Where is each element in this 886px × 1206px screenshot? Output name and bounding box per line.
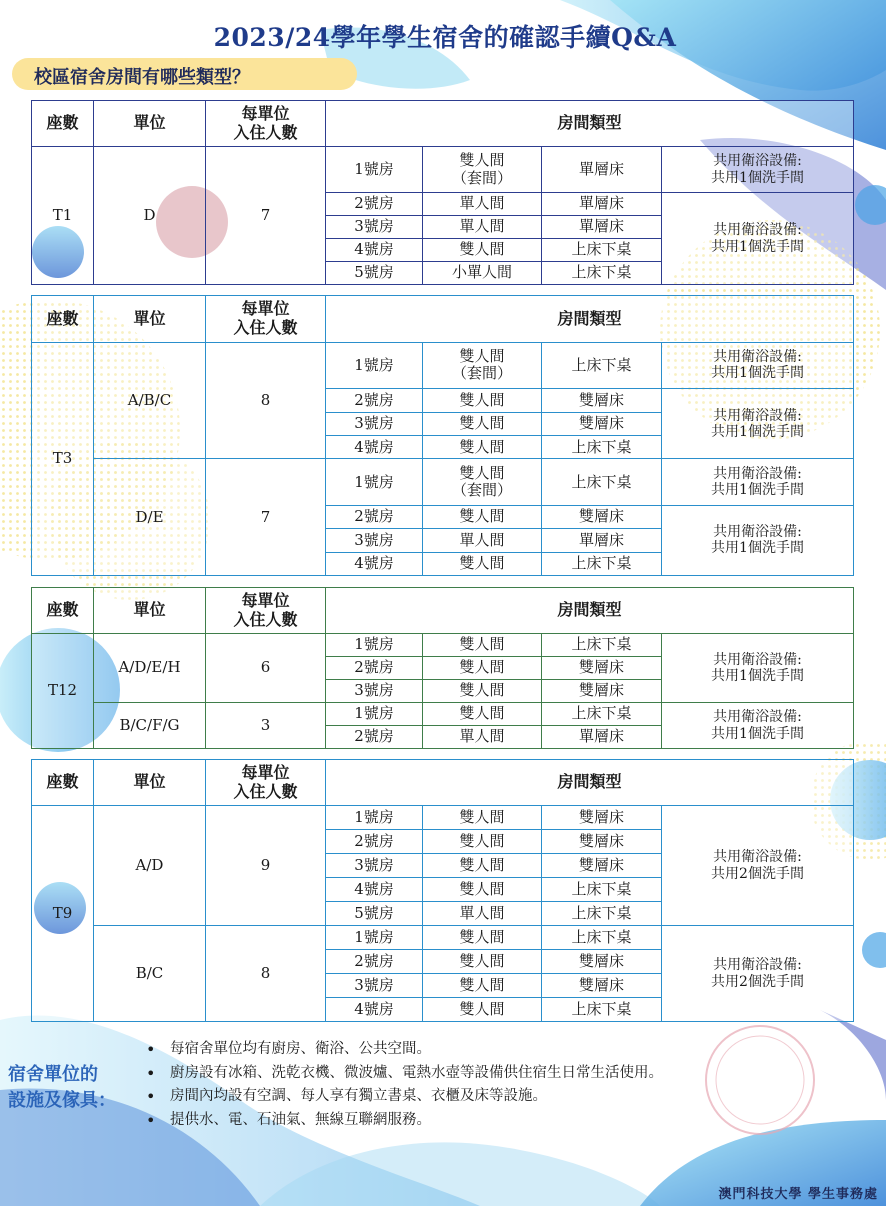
room-number: 3號房 [326, 412, 423, 435]
occupants-count: 7 [206, 147, 326, 285]
room-type: 雙人間 [423, 680, 542, 703]
room-number: 1號房 [326, 806, 423, 830]
room-type [423, 147, 542, 193]
table-t1 [31, 100, 854, 285]
bed-type: 上床下桌 [542, 552, 662, 575]
room-type: 雙人間 [423, 998, 542, 1022]
page-title: 2023/24學年學生宿舍的確認手續Q&A [213, 23, 677, 52]
header-occupants [206, 588, 326, 634]
bathroom-info-text: 共用衛浴設備: 共用1個洗手間 [711, 709, 804, 742]
bathroom-info [662, 505, 854, 575]
bed-type: 單層床 [542, 726, 662, 749]
bathroom-info-text: 共用衛浴設備: 共用1個洗手間 [711, 651, 804, 684]
unit-name: A/B/C [94, 342, 206, 459]
room-type: 雙人間 [423, 435, 542, 458]
header-unit: 單位 [94, 296, 206, 343]
room-type: 單人間 [423, 216, 542, 239]
table-t12 [31, 587, 854, 749]
bathroom-info-text: 共用衛浴設備: 共用1個洗手間 [711, 153, 804, 186]
question-text: 校區宿舍房間有哪些類型？ [34, 67, 250, 88]
header-occupants [206, 760, 326, 806]
room-type: 雙人間 [423, 703, 542, 726]
bed-type: 上床下桌 [542, 998, 662, 1022]
room-number: 3號房 [326, 216, 423, 239]
header-unit: 單位 [94, 588, 206, 634]
room-type: 雙人間 [423, 878, 542, 902]
room-number: 4號房 [326, 239, 423, 262]
room-type [423, 342, 542, 389]
room-number: 1號房 [326, 703, 423, 726]
occupants-count: 8 [206, 926, 326, 1022]
header-room-type: 房間類型 [326, 101, 854, 147]
room-type [423, 459, 542, 506]
room-number: 2號房 [326, 950, 423, 974]
room-number: 3號房 [326, 974, 423, 998]
bathroom-info [662, 342, 854, 389]
header-occupants [206, 101, 326, 147]
bed-type: 單層床 [542, 147, 662, 193]
bathroom-info [662, 634, 854, 703]
room-type: 雙人間 [423, 505, 542, 528]
header-block: 座數 [32, 101, 94, 147]
room-type: 雙人間 [423, 412, 542, 435]
room-type: 雙人間 [423, 552, 542, 575]
header-unit: 單位 [94, 760, 206, 806]
room-type: 雙人間 [423, 854, 542, 878]
unit-name: D/E [94, 459, 206, 576]
room-number: 2號房 [326, 193, 423, 216]
unit-name: B/C/F/G [94, 703, 206, 749]
footer-office: 澳門科技大學 學生事務處 [718, 1187, 878, 1202]
bed-type: 雙層床 [542, 830, 662, 854]
room-number: 1號房 [326, 926, 423, 950]
bathroom-info [662, 389, 854, 459]
bed-type: 單層床 [542, 529, 662, 552]
occupants-count: 7 [206, 459, 326, 576]
room-number: 2號房 [326, 830, 423, 854]
bed-type: 雙層床 [542, 854, 662, 878]
header-occupants [206, 296, 326, 343]
header-occupants-text: 每單位 入住人數 [233, 591, 298, 629]
list-item: • 房間內均設有空調、每人享有獨立書桌、衣櫃及床等設施。 [140, 1085, 840, 1109]
bathroom-info [662, 806, 854, 926]
bed-type: 單層床 [542, 216, 662, 239]
bed-type: 上床下桌 [542, 435, 662, 458]
table-t9 [31, 759, 854, 1022]
room-number: 2號房 [326, 657, 423, 680]
bathroom-info [662, 147, 854, 193]
list-item: • 每宿舍單位均有廚房、衛浴、公共空間。 [140, 1038, 840, 1062]
room-number: 1號房 [326, 459, 423, 506]
room-type-text: 雙人間 （套間） [451, 347, 512, 383]
room-type: 雙人間 [423, 239, 542, 262]
occupants-count: 6 [206, 634, 326, 703]
occupants-count: 8 [206, 342, 326, 459]
room-number: 2號房 [326, 726, 423, 749]
room-type: 雙人間 [423, 950, 542, 974]
room-number: 4號房 [326, 998, 423, 1022]
unit-name: A/D [94, 806, 206, 926]
header-block: 座數 [32, 760, 94, 806]
block-name: T1 [32, 147, 94, 285]
bathroom-info [662, 926, 854, 1022]
header-room-type: 房間類型 [326, 588, 854, 634]
table-t3 [31, 295, 854, 576]
bathroom-info-text: 共用衛浴設備: 共用2個洗手間 [711, 957, 804, 990]
room-type: 雙人間 [423, 806, 542, 830]
bed-type: 上床下桌 [542, 239, 662, 262]
room-number: 1號房 [326, 147, 423, 193]
room-type: 雙人間 [423, 830, 542, 854]
unit-name: D [94, 147, 206, 285]
room-number: 2號房 [326, 505, 423, 528]
bed-type: 雙層床 [542, 412, 662, 435]
bed-type: 上床下桌 [542, 459, 662, 506]
bed-type: 上床下桌 [542, 634, 662, 657]
facilities-list [140, 1038, 840, 1132]
bathroom-info-text: 共用衛浴設備: 共用1個洗手間 [711, 222, 804, 255]
bathroom-info-text: 共用衛浴設備: 共用1個洗手間 [711, 466, 804, 499]
room-type: 單人間 [423, 902, 542, 926]
room-number: 4號房 [326, 552, 423, 575]
header-room-type: 房間類型 [326, 296, 854, 343]
room-type: 單人間 [423, 193, 542, 216]
room-type-text: 雙人間 （套間） [451, 151, 512, 187]
bed-type: 上床下桌 [542, 926, 662, 950]
facilities-label-text: 宿舍單位的 設施及傢具： [8, 1064, 116, 1111]
block-name: T9 [32, 806, 94, 1022]
header-room-type: 房間類型 [326, 760, 854, 806]
occupants-count: 9 [206, 806, 326, 926]
header-occupants-text: 每單位 入住人數 [233, 104, 298, 142]
bathroom-info-text: 共用衛浴設備: 共用2個洗手間 [711, 849, 804, 882]
room-number: 1號房 [326, 342, 423, 389]
bathroom-info [662, 703, 854, 749]
room-number: 5號房 [326, 262, 423, 285]
header-block: 座數 [32, 296, 94, 343]
bed-type: 雙層床 [542, 505, 662, 528]
bathroom-info [662, 193, 854, 285]
bed-type: 單層床 [542, 193, 662, 216]
header-occupants-text: 每單位 入住人數 [233, 299, 298, 337]
bathroom-info-text: 共用衛浴設備: 共用1個洗手間 [711, 407, 804, 440]
room-type: 雙人間 [423, 974, 542, 998]
room-type: 單人間 [423, 726, 542, 749]
header-block: 座數 [32, 588, 94, 634]
bed-type: 雙層床 [542, 950, 662, 974]
bed-type: 雙層床 [542, 806, 662, 830]
room-number: 5號房 [326, 902, 423, 926]
occupants-count: 3 [206, 703, 326, 749]
room-number: 4號房 [326, 878, 423, 902]
question-banner [12, 58, 357, 90]
room-number: 3號房 [326, 680, 423, 703]
room-type: 雙人間 [423, 634, 542, 657]
bathroom-info-text: 共用衛浴設備: 共用1個洗手間 [711, 349, 804, 382]
bed-type: 上床下桌 [542, 342, 662, 389]
unit-name: B/C [94, 926, 206, 1022]
room-number: 3號房 [326, 529, 423, 552]
bathroom-info [662, 459, 854, 506]
facilities-label [8, 1062, 116, 1114]
header-occupants-text: 每單位 入住人數 [233, 763, 298, 801]
bed-type: 雙層床 [542, 680, 662, 703]
header-unit: 單位 [94, 101, 206, 147]
room-number: 2號房 [326, 389, 423, 412]
block-name: T3 [32, 342, 94, 575]
list-item: • 廚房設有冰箱、洗乾衣機、微波爐、電熱水壺等設備供住宿生日常生活使用。 [140, 1062, 840, 1086]
bed-type: 上床下桌 [542, 878, 662, 902]
room-type: 雙人間 [423, 657, 542, 680]
bed-type: 雙層床 [542, 389, 662, 412]
list-item: • 提供水、電、石油氣、無線互聯網服務。 [140, 1109, 840, 1133]
bed-type: 雙層床 [542, 974, 662, 998]
room-type: 雙人間 [423, 926, 542, 950]
block-name: T12 [32, 634, 94, 749]
room-number: 4號房 [326, 435, 423, 458]
bed-type: 上床下桌 [542, 902, 662, 926]
unit-name: A/D/E/H [94, 634, 206, 703]
bed-type: 雙層床 [542, 657, 662, 680]
room-type: 單人間 [423, 529, 542, 552]
room-type-text: 雙人間 （套間） [451, 463, 512, 500]
bed-type: 上床下桌 [542, 262, 662, 285]
room-number: 3號房 [326, 854, 423, 878]
room-number: 1號房 [326, 634, 423, 657]
room-type: 雙人間 [423, 389, 542, 412]
bed-type: 上床下桌 [542, 703, 662, 726]
bathroom-info-text: 共用衛浴設備: 共用1個洗手間 [711, 524, 804, 557]
room-type: 小單人間 [423, 262, 542, 285]
